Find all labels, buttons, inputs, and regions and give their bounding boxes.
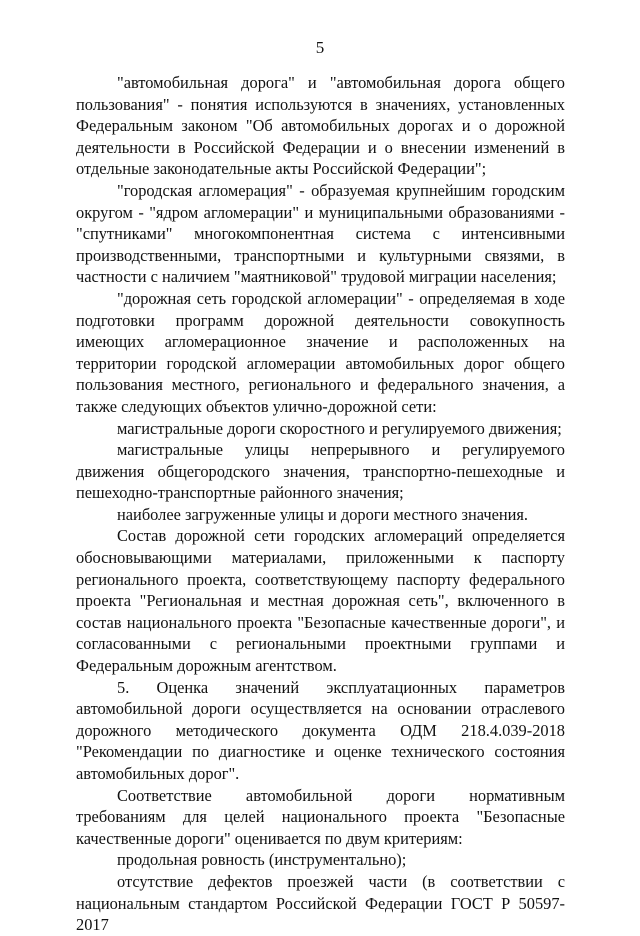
- document-body: [76, 72, 565, 936]
- list-item-busy-streets: наиболее загруженные улицы и дороги местного значения.: [117, 504, 529, 524]
- list-item-longitudinal-evenness: продольная ровность (инструментально);: [117, 850, 407, 870]
- paragraph-network-composition: Состав дорожной сети городских агломераций определяется обосновывающими материалами, приложенными к паспорту регионального проекта, соответствующему паспорту федерального проекта "Региональная и местная дорожная сеть", включенного в состав национального проекта "Безопасные качественные дороги", и согласованными с региональными проектными группами и Федеральным дорожным агентством.: [76, 526, 565, 676]
- paragraph-compliance-criteria: Соответствие автомобильной дороги нормативным требованиям для целей национального проекта "Безопасные качественные дороги" оценивается по двум критериям:: [76, 785, 565, 848]
- paragraph-road-network-definition: "дорожная сеть городской агломерации" - определяемая в ходе подготовки программ дорожной деятельности совокупность имеющих агломерационное значение и расположенных на территории городской агломерации автомобильных дорог общего пользования местного, регионального и федерального значения, а также следующих объектов улично-дорожной сети:: [76, 288, 565, 416]
- paragraph-automobile-road-definition: "автомобильная дорога" и "автомобильная дорога общего пользования" - понятия используются в значениях, установленных Федеральным законом "Об автомобильных дорогах и о дорожной деятельности в Российской Федерации и о внесении изменений в отдельные законодательные акты Российской Федерации";: [76, 73, 565, 179]
- page-number: 5: [315, 38, 325, 57]
- paragraph-section-5-assessment: 5. Оценка значений эксплуатационных параметров автомобильной дороги осуществляется на основании отраслевого дорожного методического документа ОДМ 218.4.039-2018 "Рекомендации по диагностике и оценке технического состояния автомобильных дорог".: [76, 677, 565, 783]
- list-item-main-streets: магистральные улицы непрерывного и регулируемого движения общегородского значения, транспортно-пешеходные и пешеходно-транспортные районного значения;: [76, 440, 565, 503]
- paragraph-urban-agglomeration-definition: "городская агломерация" - образуемая крупнейшим городским округом - "ядром агломерации" и муниципальными образованиями - "спутниками" многокомпонентная система с интенсивными производственными, транспортными и культурными связями, в частности с наличием "маятниковой" трудовой миграции населения;: [76, 180, 565, 287]
- list-item-no-defects: отсутствие дефектов проезжей части (в соответствии с национальным стандартом Российской Федерации ГОСТ Р 50597-2017: [76, 871, 565, 935]
- list-item-highways: магистральные дороги скоростного и регулируемого движения;: [117, 418, 562, 438]
